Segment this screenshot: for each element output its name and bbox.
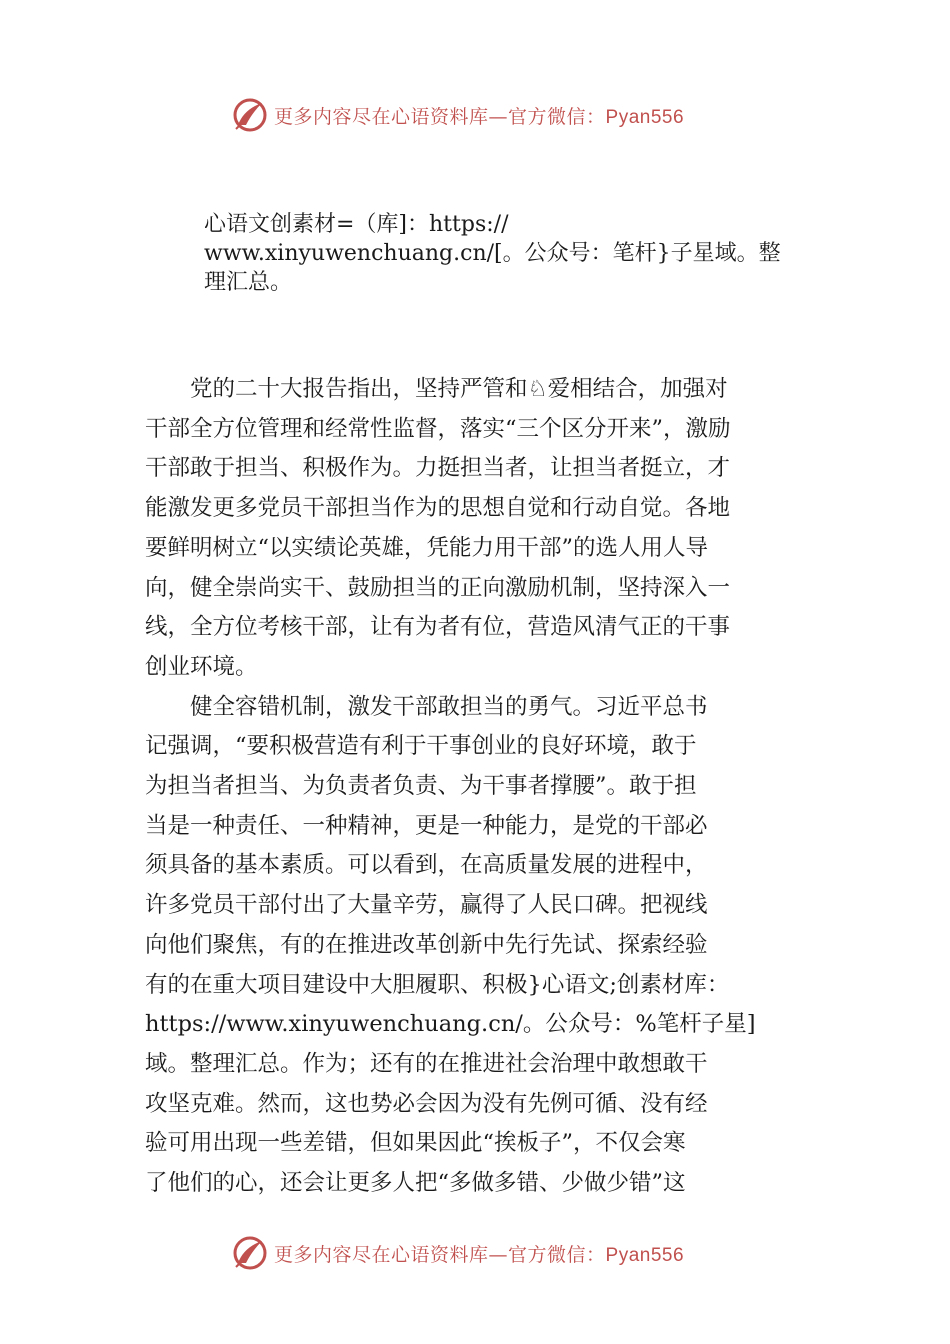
body-line: 验可用出现一些差错，但如果因此“挨板子”，不仅会寒 bbox=[145, 1130, 686, 1157]
body-line: 党的二十大报告指出，坚持严管和♘爱相结合，加强对 bbox=[145, 376, 728, 402]
source-note bbox=[204, 210, 824, 297]
source-note-line: 心语文创素材=（库]：https:// bbox=[204, 212, 509, 237]
body-line: 健全容错机制，激发干部敢担当的勇气。习近平总书 bbox=[145, 693, 708, 720]
pen-seal-logo-icon bbox=[230, 1233, 270, 1273]
body-line: 干部敢于担当、积极作为。力挺担当者，让担当者挺立，才 bbox=[145, 455, 731, 482]
body-line: 干部全方位管理和经常性监督，落实“三个区分开来”，激励 bbox=[145, 415, 731, 442]
header-banner-wechat-id: Pyan556 bbox=[605, 106, 685, 128]
body-line: 向他们聚焦，有的在推进改革创新中先行先试、探索经验 bbox=[145, 931, 708, 958]
body-line: 当是一种责任、一种精神，更是一种能力，是党的干部必 bbox=[145, 812, 708, 839]
body-line: 记强调，“要积极营造有利于干事创业的良好环境，敢于 bbox=[145, 733, 697, 760]
article-body bbox=[145, 370, 815, 1204]
body-line: 许多党员干部付出了大量辛劳，赢得了人民口碑。把视线 bbox=[145, 892, 708, 919]
body-line: 了他们的心，还会让更多人把“多做多错、少做少错”这 bbox=[145, 1170, 686, 1197]
header-banner-cn: 更多内容尽在心语资料库—官方微信： bbox=[274, 105, 606, 128]
body-line: 向，健全崇尚实干、鼓励担当的正向激励机制，坚持深入一 bbox=[145, 574, 731, 601]
body-line: 攻坚克难。然而，这也势必会因为没有先例可循、没有经 bbox=[145, 1090, 708, 1117]
body-line: https://www.xinyuwenchuang.cn/。公众号：%笔杆子星] bbox=[145, 1011, 756, 1038]
header-banner bbox=[230, 95, 730, 135]
body-line: 能激发更多党员干部担当作为的思想自觉和行动自觉。各地 bbox=[145, 495, 731, 522]
body-line: 线，全方位考核干部，让有为者有位，营造风清气正的干事 bbox=[145, 614, 731, 641]
body-line: 有的在重大项目建设中大胆履职、积极}心语文;创素材库： bbox=[145, 971, 730, 998]
footer-banner-text bbox=[274, 1240, 684, 1267]
body-line: 创业环境。 bbox=[145, 653, 258, 680]
footer-banner bbox=[230, 1233, 730, 1273]
header-banner-text bbox=[274, 102, 684, 129]
body-line: 要鲜明树立“以实绩论英雄，凭能力用干部”的选人用人导 bbox=[145, 534, 709, 561]
footer-banner-wechat-id: Pyan556 bbox=[605, 1244, 685, 1266]
footer-banner-cn: 更多内容尽在心语资料库—官方微信： bbox=[274, 1243, 606, 1266]
body-line: 须具备的基本素质。可以看到，在高质量发展的进程中， bbox=[145, 852, 708, 879]
body-line: 为担当者担当、为负责者负责、为干事者撑腰”。敢于担 bbox=[145, 773, 697, 800]
source-note-line: www.xinyuwenchuang.cn/[。公众号：笔杆}子星域。整 bbox=[204, 241, 781, 266]
body-line: 域。整理汇总。作为；还有的在推进社会治理中敢想敢干 bbox=[145, 1050, 708, 1077]
source-note-line: 理汇总。 bbox=[204, 270, 293, 295]
pen-seal-logo-icon bbox=[230, 95, 270, 135]
